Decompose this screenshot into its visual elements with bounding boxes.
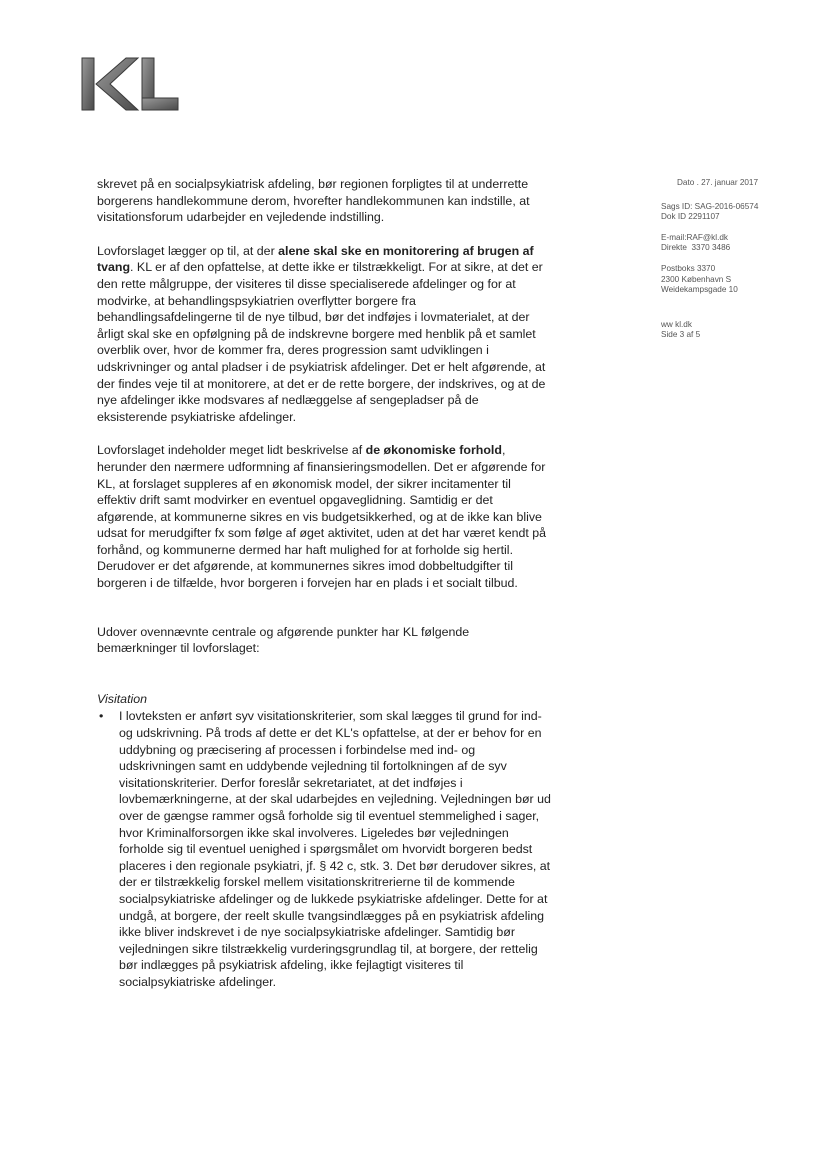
kl-logo-text: KL: [130, 95, 132, 96]
contact-block: [661, 233, 801, 254]
dok-id: Dok ID 2291107: [661, 212, 720, 222]
paragraph-3-intro: Lovforslaget indeholder meget lidt beskrivelse af: [97, 443, 366, 458]
paragraph-2-rest: . KL er af den opfattelse, at dette ikke er tilstrækkeligt. For at sikre, at det er den rette målgruppe, der visiteres til disse specialiserede afdelinger og for at modvirke, at behandlingspsykiatrien overflytter borgere fra behandlingsafdelingerne til de nye tilbud, bør det indføjes i lovmaterialet, at der årligt skal ske en opfølgning på de indskrevne borgere med henblik på et samlet overblik over, hvor de kommer fra, deres progression samt udviklingen i udskrivninger og antal pladser i de psykiatrisk afdelinger. Det er helt afgørende, at der findes veje til at monitorere, at det er de rette borgere, der indskrives, og at de nye afdelinger ikke modsvares af nedlæggelse af sengepladser på de eksisterende psykiatriske afdelinger.: [97, 260, 546, 424]
sags-id: Sags ID: SAG-2016-06574: [661, 201, 759, 211]
date-value: . 27. januar 2017: [696, 178, 759, 187]
direct-phone-label: Direkte: [661, 243, 687, 253]
paragraph-2-emphasis: alene skal ske en monitorering af brugen af tvang: [97, 243, 534, 275]
paragraph-4: Udover ovennævnte centrale og afgørende punkter har KL følgende bemærkninger til lovforslaget:: [97, 624, 470, 656]
address-block: [661, 264, 801, 296]
bullet-marker: •: [99, 709, 104, 724]
postboks: Postboks 3370: [661, 263, 716, 273]
section-heading-visitation: Visitation: [97, 691, 148, 706]
letter-body: [97, 176, 552, 991]
sender-info-column: [661, 178, 801, 351]
bullet-text: I lovteksten er anført syv visitationskriterier, som skal lægges til grund for ind- og udskrivning. På trods af dette er det KL's opfattelse, at der er behov for en uddybning og præcisering af processen i forbindelse med ind- og udskrivningen samt en uddybende vejledning til fortolkningen af de syv visitationskriterier. Derfor foreslår sekretariatet, at det indføjes i lovbemærkningerne, at der skal udarbejdes en vejledning. Vejledningen bør ud over de gængse rammer også forholde sig til eventuel stemmelighed i sager, hvor Kriminalforsorgen ikke skal involveres. Ligeledes bør vejledningen forholde sig til eventuel uenighed i spørgsmålet om hvorvidt borgeren bedst placeres i den regionale psykiatri, jf. § 42 c, stk. 3. Det bør derudover sikres, at der er tilstrækkelig forskel mellem visitationskritrerierne til de kommende socialpsykiatriske afdelinger og de lukkede psykiatriske afdelinger. Dette for at undgå, at borgere, der reelt skulle tvangsindlægges på en psykiatrisk afdeling ikke bliver indskrevet i de nye socialpsykiatriske afdelinger. Samtidig bør vejledningen sikre tilstrækkelig vurderingsgrundlag til, at borgere, der rettelig bør indlægges på psykiatrisk afdeling, ikke fejlagtigt visiteres til socialpsykiatriske afdelinger.: [119, 709, 551, 989]
paragraph-3: [97, 442, 552, 591]
page-number: Side 3 af 5: [661, 330, 701, 340]
email: E-mail:RAF@kl.dk: [661, 232, 728, 242]
web-page-block: [661, 320, 801, 341]
website: ww kl.dk: [661, 319, 692, 329]
paragraph-2: [97, 243, 552, 426]
direct-phone-value: 3370 3486: [691, 243, 731, 253]
paragraph-3-rest: , herunder den nærmere udformning af finansieringsmodellen. Det er afgørende for KL, at forslaget suppleres af en økonomisk model, der sikrer incitamenter til effektiv drift samt modvirker en eventuel opgaveglidning. Samtidig er det afgørende, at kommunerne sikres en vis budgetsikkerhed, og at de ikke kan blive udsat for merudgifter fx som følge af øget aktivitet, uden at det har været kendt på forhånd, og kommunerne dermed har haft mulighed for at forholde sig hertil. Derudover er det afgørende, at kommunernes sikres imod dobbeltudgifter til borgeren i de tilfælde, hvor borgeren i forvejen har en plads i et socialt tilbud.: [97, 443, 547, 591]
direct-phone: [661, 243, 801, 254]
postal-city: 2300 København S: [661, 274, 732, 284]
case-ids: [661, 202, 801, 223]
paragraph-3-emphasis: de økonomiske forhold: [365, 443, 502, 458]
bullet-item: [97, 708, 552, 990]
kl-logo: [80, 55, 180, 113]
paragraph-2-intro: Lovforslaget lægger op til, at der: [97, 243, 279, 258]
street-address: Weidekampsgade 10: [661, 285, 738, 295]
paragraph-1: skrevet på en socialpsykiatrisk afdeling, bør regionen forpligtes til at underrette borgerens handlekommune derom, hvorefter handlekommunen kan indstille, at visitationsforum udarbejder en vejledende indstilling.: [97, 177, 530, 225]
date-line: [661, 178, 801, 189]
date-label: Dato: [677, 178, 695, 187]
